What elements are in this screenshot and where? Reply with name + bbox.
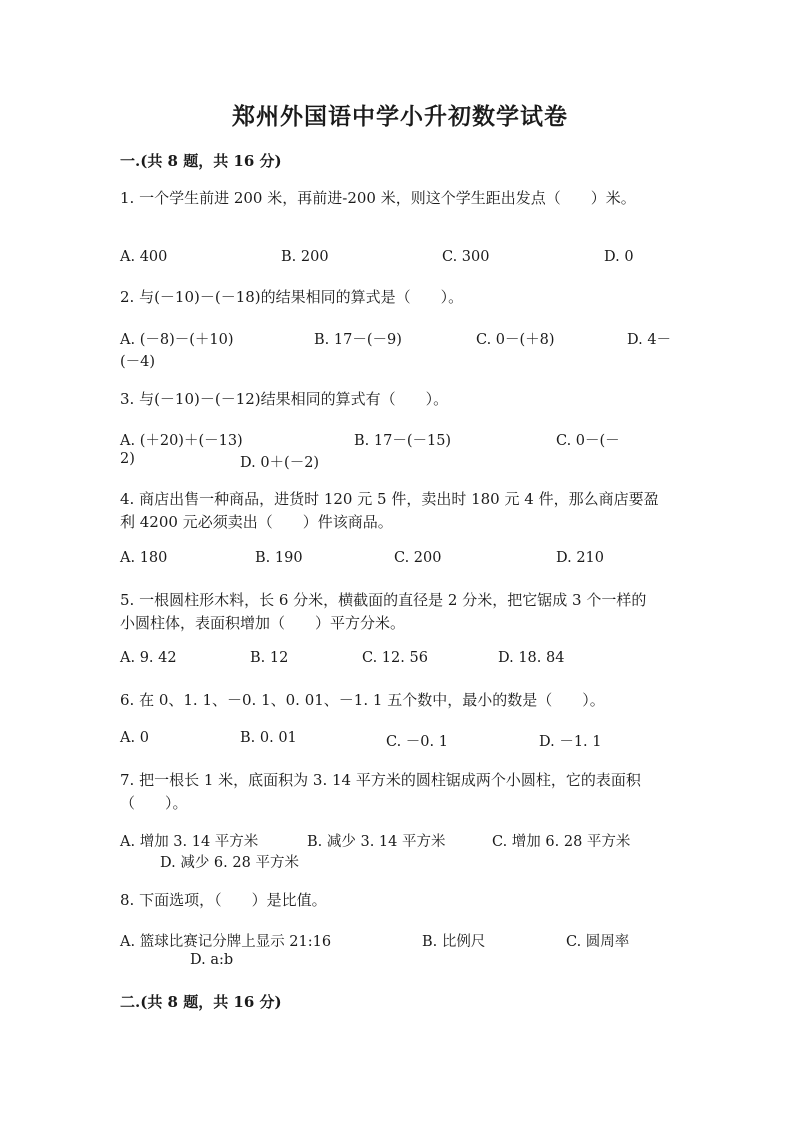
option-a: A. 0 bbox=[120, 730, 149, 746]
option-a: A. 400 bbox=[120, 249, 168, 265]
option-d: D. a:b bbox=[190, 952, 234, 968]
question-3 bbox=[120, 388, 680, 411]
question-7 bbox=[120, 769, 680, 815]
question-5 bbox=[120, 589, 680, 635]
question-1 bbox=[120, 187, 680, 210]
option-d: D. 4－ bbox=[627, 332, 672, 348]
question-text: 8. 下面选项，（ ）是比值。 bbox=[120, 891, 327, 909]
option-d: D. 0 bbox=[604, 249, 634, 265]
option-c: C. 300 bbox=[442, 249, 490, 265]
option-a: A. 篮球比赛记分牌上显示 21:16 bbox=[120, 934, 332, 950]
page-title: 郑州外国语中学小升初数学试卷 bbox=[232, 103, 568, 130]
option-b: B. 减少 3. 14 平方米 bbox=[307, 834, 446, 850]
option-b: B. 0. 01 bbox=[240, 730, 297, 746]
option-d: D. 18. 84 bbox=[498, 650, 565, 666]
option-b: B. 17－(－15) bbox=[354, 433, 452, 449]
option-d: D. 0＋(－2) bbox=[240, 455, 320, 471]
option-c: C. －0. 1 bbox=[386, 734, 448, 750]
option-c: C. 0－(－ bbox=[556, 433, 620, 449]
option-b: B. 比例尺 bbox=[422, 934, 486, 950]
question-8 bbox=[120, 889, 680, 912]
option-a: A. 增加 3. 14 平方米 bbox=[120, 834, 259, 850]
question-2 bbox=[120, 286, 680, 309]
question-text-line-1: 7. 把一根长 1 米，底面积为 3. 14 平方米的圆柱锯成两个小圆柱，它的表面积 bbox=[120, 771, 641, 789]
option-a: A. 9. 42 bbox=[120, 650, 177, 666]
option-c: C. 200 bbox=[394, 550, 442, 566]
option-b: B. 190 bbox=[255, 550, 303, 566]
question-text: 2. 与(－10)－(－18)的结果相同的算式是（ ）。 bbox=[120, 288, 464, 306]
option-a: A. (＋20)＋(－13) bbox=[120, 433, 243, 449]
option-c: C. 12. 56 bbox=[362, 650, 428, 666]
option-a: A. 180 bbox=[120, 550, 168, 566]
option-c: C. 圆周率 bbox=[566, 934, 630, 950]
question-text: 6. 在 0、1. 1、－0. 1、0. 01、－1. 1 五个数中，最小的数是（ ）。 bbox=[120, 691, 605, 709]
option-d-continued: (－4) bbox=[120, 354, 156, 370]
option-d: D. －1. 1 bbox=[539, 734, 602, 750]
option-a: A. (－8)－(＋10) bbox=[120, 332, 234, 348]
question-text: 1. 一个学生前进 200 米，再前进-200 米，则这个学生距出发点（ ）米。 bbox=[120, 189, 636, 207]
question-6 bbox=[120, 689, 680, 712]
question-text: 3. 与(－10)－(－12)结果相同的算式有（ ）。 bbox=[120, 390, 449, 408]
option-d: D. 210 bbox=[556, 550, 605, 566]
option-b: B. 200 bbox=[281, 249, 329, 265]
question-text-line-2: 利 4200 元必须卖出（ ）件该商品。 bbox=[120, 513, 393, 531]
option-c: C. 增加 6. 28 平方米 bbox=[492, 834, 631, 850]
question-text-line-1: 4. 商店出售一种商品，进货时 120 元 5 件，卖出时 180 元 4 件，那么商店要盈 bbox=[120, 490, 659, 508]
question-text-line-1: 5. 一根圆柱形木料，长 6 分米，横截面的直径是 2 分米，把它锯成 3 个一样的 bbox=[120, 591, 647, 609]
option-c-continued: 2) bbox=[120, 451, 135, 467]
option-b: B. 12 bbox=[250, 650, 289, 666]
question-text-line-2: （ ）。 bbox=[120, 794, 188, 812]
option-c: C. 0－(＋8) bbox=[476, 332, 555, 348]
option-b: B. 17－(－9) bbox=[314, 332, 402, 348]
question-4 bbox=[120, 488, 680, 534]
question-text-line-2: 小圆柱体，表面积增加（ ）平方分米。 bbox=[120, 614, 406, 632]
option-d: D. 减少 6. 28 平方米 bbox=[160, 855, 299, 871]
section-heading-1: 一.(共 8 题，共 16 分) bbox=[120, 152, 282, 170]
section-heading-2: 二.(共 8 题，共 16 分) bbox=[120, 993, 282, 1011]
